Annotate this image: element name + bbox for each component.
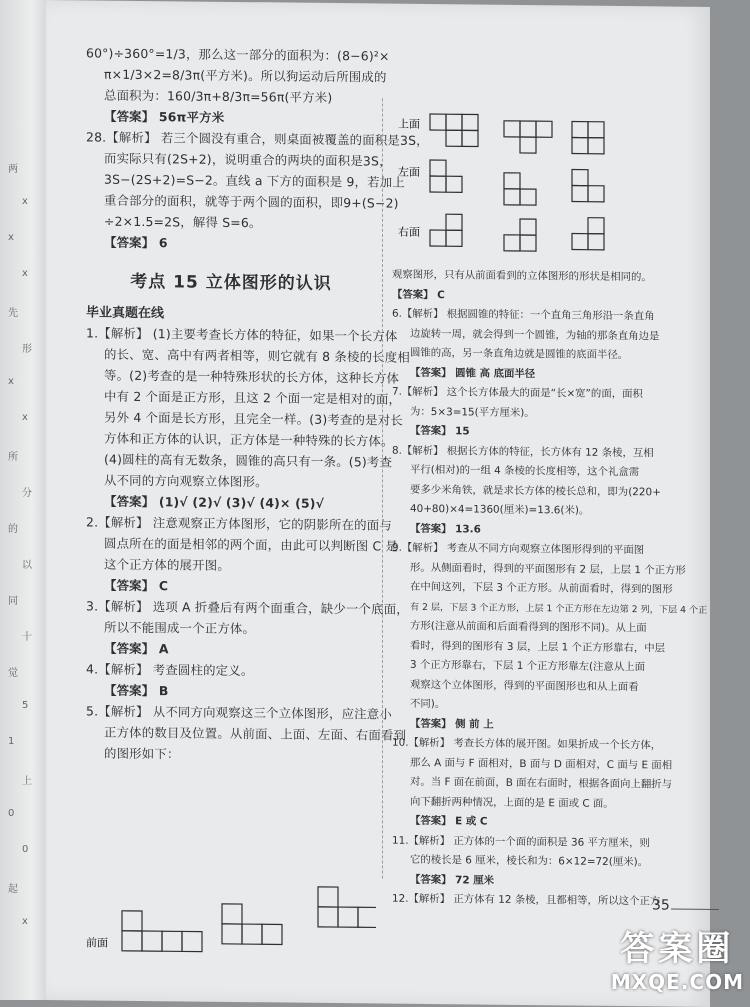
margin-glyph: x (8, 232, 14, 243)
text-line: 圆锥的高，另一条直角边就是圆锥的底面半径。 (410, 346, 629, 362)
left-view-label: 左面 (398, 165, 420, 179)
margin-glyph: 十 (22, 632, 32, 643)
section-heading: 考点 15 立体图形的认识 (130, 271, 332, 294)
text-line: 观察图形，只有从前面看到的立体图形的形状是相同的。 (392, 268, 652, 284)
text-line: 2.【解析】 注意观察正方体图形，它的阴影所在的面与 (86, 514, 392, 533)
book-page (46, 0, 710, 1007)
text-line: 4.【解析】 考查圆柱的定义。 (86, 661, 254, 679)
answer-line: 【答案】 C (392, 288, 445, 301)
text-line: 的长、宽、高中有两者相等，则它就有 8 条棱的长度相 (104, 346, 410, 365)
text-line: 中有 2 个面是正方形，且这 2 个面一定是相对的面， (104, 388, 402, 407)
right-view-row (430, 214, 604, 252)
text-line: 观察这个立体图形，得到的平面图形也和从上面看 (410, 678, 639, 693)
margin-glyph: 分 (22, 488, 32, 499)
text-line: 要多少米角铁，就是求长方体的棱长总和，即为(220+ (410, 483, 661, 498)
column-divider (382, 99, 383, 879)
text-line: 方形(注意从前面和后面看得到的图形不同)。从上面 (410, 619, 647, 635)
text-line: 5.【解析】 从不同方向观察这三个立体图形，应注意小 (86, 703, 392, 722)
text-line: 40+80)×4=1360(厘米)=13.6(米)。 (410, 502, 590, 517)
margin-glyph: x (22, 196, 28, 207)
answer-line: 【答案】 13.6 (410, 522, 481, 536)
margin-glyph: 形 (22, 344, 32, 355)
view-figures-left (86, 870, 376, 963)
subsection-heading: 毕业真题在线 (86, 305, 165, 322)
page-number: 35 (652, 897, 670, 914)
front-view-figure (122, 911, 202, 952)
top-view-label: 上面 (398, 117, 420, 131)
front-view-label: 前面 (86, 936, 108, 950)
view-figures-right (392, 104, 692, 267)
answer-line: 【答案】 A (104, 640, 169, 657)
top-view-row (430, 114, 604, 154)
text-line: 10.【解析】 考查长方体的展开图。如果折成一个长方体， (392, 736, 662, 752)
text-line: 60°)÷360°=1/3，那么这一部分的面积为：(8−6)²× (86, 45, 390, 64)
answer-line: 【答案】 圆锥 高 底面半径 (410, 366, 536, 380)
text-line: 看时，得到的图形有 3 层，上层 1 个正方形靠右，中层 (410, 639, 666, 654)
text-line: 在中间这列，下层 3 个正方形。从前面看时，得到的图形 (410, 580, 673, 596)
margin-glyph: 起 (8, 884, 18, 895)
margin-glyph: 同 (8, 596, 18, 607)
text-line: 1.【解析】 (1)主要考查长方体的特征，如果一个长方体 (86, 325, 398, 344)
answer-line: 【答案】 (1)√ (2)√ (3)√ (4)× (5)√ (104, 493, 325, 511)
text-line: 3 个正方形靠右，下层 1 个正方形靠左(注意从上面 (410, 658, 645, 674)
margin-glyph: x (22, 268, 28, 279)
text-line: 的图形如下： (104, 745, 180, 762)
margin-glyph: x (22, 916, 28, 927)
margin-glyph: 先 (8, 308, 18, 319)
text-line: 形。从侧面看时，得到的平面图形有 2 层，上层 1 个正方形 (410, 561, 686, 577)
text-line: 它的棱长是 6 厘米，棱长和为：6×12=72(厘米)。 (410, 853, 649, 869)
margin-glyph: 0 (8, 808, 15, 819)
answer-line: 【答案】 E 或 C (410, 814, 488, 828)
watermark-line1: 答案圈 (620, 929, 735, 969)
text-line: 为：5×3=15(平方厘米)。 (410, 405, 535, 419)
right-column (392, 266, 708, 913)
text-line: 3S−(2S+2)=S−2。直线 a 下方的面积是 9，若加上 (104, 171, 405, 190)
text-line: 9.【解析】 考查从不同方向观察立体图形得到的平面图 (392, 541, 645, 557)
text-line: 8.【解析】 根据长方体的特征，长方体有 12 条棱，互相 (392, 444, 654, 459)
answer-line: 【答案】 56π平方米 (104, 108, 225, 125)
text-line: 7.【解析】 这个长方体最大的面是“长×宽”的面，面积 (392, 385, 643, 401)
margin-glyph: x (8, 376, 14, 387)
text-line: 边旋转一周，就会得到一个圆锥，为轴的那条直角边是 (410, 327, 660, 342)
text-line: 正方体的数目及位置。从前面、上面、左面、右面看到 (104, 724, 407, 743)
answer-line: 【答案】 72 厘米 (410, 873, 495, 887)
margin-glyph: 上 (22, 776, 32, 787)
text-line: 对。当 F 面在前面，B 面在右面时，根据各面向上翻折与 (410, 775, 672, 791)
text-line: 总面积为：160/3π+8/3π=56π(平方米) (104, 87, 333, 105)
text-line: 所以不能围成一个正方体。 (104, 619, 256, 637)
right-view-label: 右面 (398, 225, 420, 239)
text-line: 3.【解析】 选项 A 折叠后有两个面重合，缺少一个底面， (86, 598, 409, 617)
answer-line: 【答案】 B (104, 682, 169, 699)
answer-line: 【答案】 6 (104, 234, 168, 251)
answer-line: 【答案】 15 (410, 424, 470, 438)
left-view-row (430, 160, 604, 206)
margin-glyph: 以 (22, 560, 32, 571)
margin-glyph: 5 (22, 700, 29, 711)
text-line: 6.【解析】 根据圆锥的特征：一个直角三角形沿一条直角 (392, 307, 655, 323)
text-line: 另外 4 个面是长方形，且完全一样。(3)考查的是对长 (104, 409, 403, 428)
text-line: 从不同的方向观察立体图形。 (104, 472, 268, 490)
margin-glyph: 的 (8, 524, 18, 535)
text-line: 等。(2)考查的是一种特殊形状的长方体，这种长方体 (104, 367, 400, 386)
text-line: (4)圆柱的高有无数条，圆锥的高只有一条。(5)考查 (104, 451, 393, 470)
answer-line: 【答案】 C (104, 577, 169, 594)
text-line: 方体和正方体的认识，正方体是一种特殊的长方体。 (104, 430, 394, 449)
text-line: 这个正方体的展开图。 (104, 556, 230, 573)
watermark-logo (611, 921, 744, 994)
margin-glyph: 觉 (8, 668, 18, 679)
text-line: 那么 A 面与 F 面相对，B 面与 D 面相对，C 面与 E 面相 (410, 756, 673, 772)
text-line: 平行(相对)的一组 4 条棱的长度相等，这个礼盒需 (410, 463, 640, 479)
watermark-line2: MXQE.COM (610, 970, 744, 994)
side-view-figure (318, 887, 376, 928)
text-line: ÷2×1.5=2S，解得 S=6。 (104, 213, 262, 231)
margin-glyph: 1 (8, 736, 15, 747)
text-line: 而实际只有(2S+2)，说明重合的两块的面积是3S， (104, 150, 392, 169)
text-line: 圆点所在的面是相邻的两个面，由此可以判断图 C 是 (104, 535, 399, 554)
text-line: 28.【解析】 若三个圆没有重合，则桌面被覆盖的面积是3S， (86, 129, 429, 149)
text-line: 向下翻折两种情况，上面的是 E 面或 C 面。 (410, 795, 614, 810)
margin-glyph: x (22, 412, 28, 423)
adjacent-page-edge (0, 0, 46, 1000)
margin-glyph: 0 (22, 844, 29, 855)
text-line: 不同)。 (410, 697, 446, 711)
answer-line: 【答案】 侧 前 上 (410, 717, 494, 731)
text-line: 重合部分的面积，就等于两个圆的面积，即9+(S−2) (104, 192, 399, 211)
text-line: 12.【解析】 正方体有 12 条棱，且都相等，所以这个正方 (392, 892, 661, 908)
text-line: 有 2 层，下层 3 个正方形，上层 1 个正方形在左边第 2 列，下层 4 个正 (410, 601, 708, 616)
text-line: 11.【解析】 正方体的一个面的面积是 36 平方厘米，则 (392, 834, 650, 849)
margin-glyph: 两 (8, 164, 18, 175)
margin-glyph: 所 (8, 452, 18, 463)
left-column (86, 42, 429, 766)
text-line: π×1/3×2=8/3π(平方米)。所以狗运动后所围成的 (104, 66, 387, 85)
top-view-figure (222, 904, 282, 945)
